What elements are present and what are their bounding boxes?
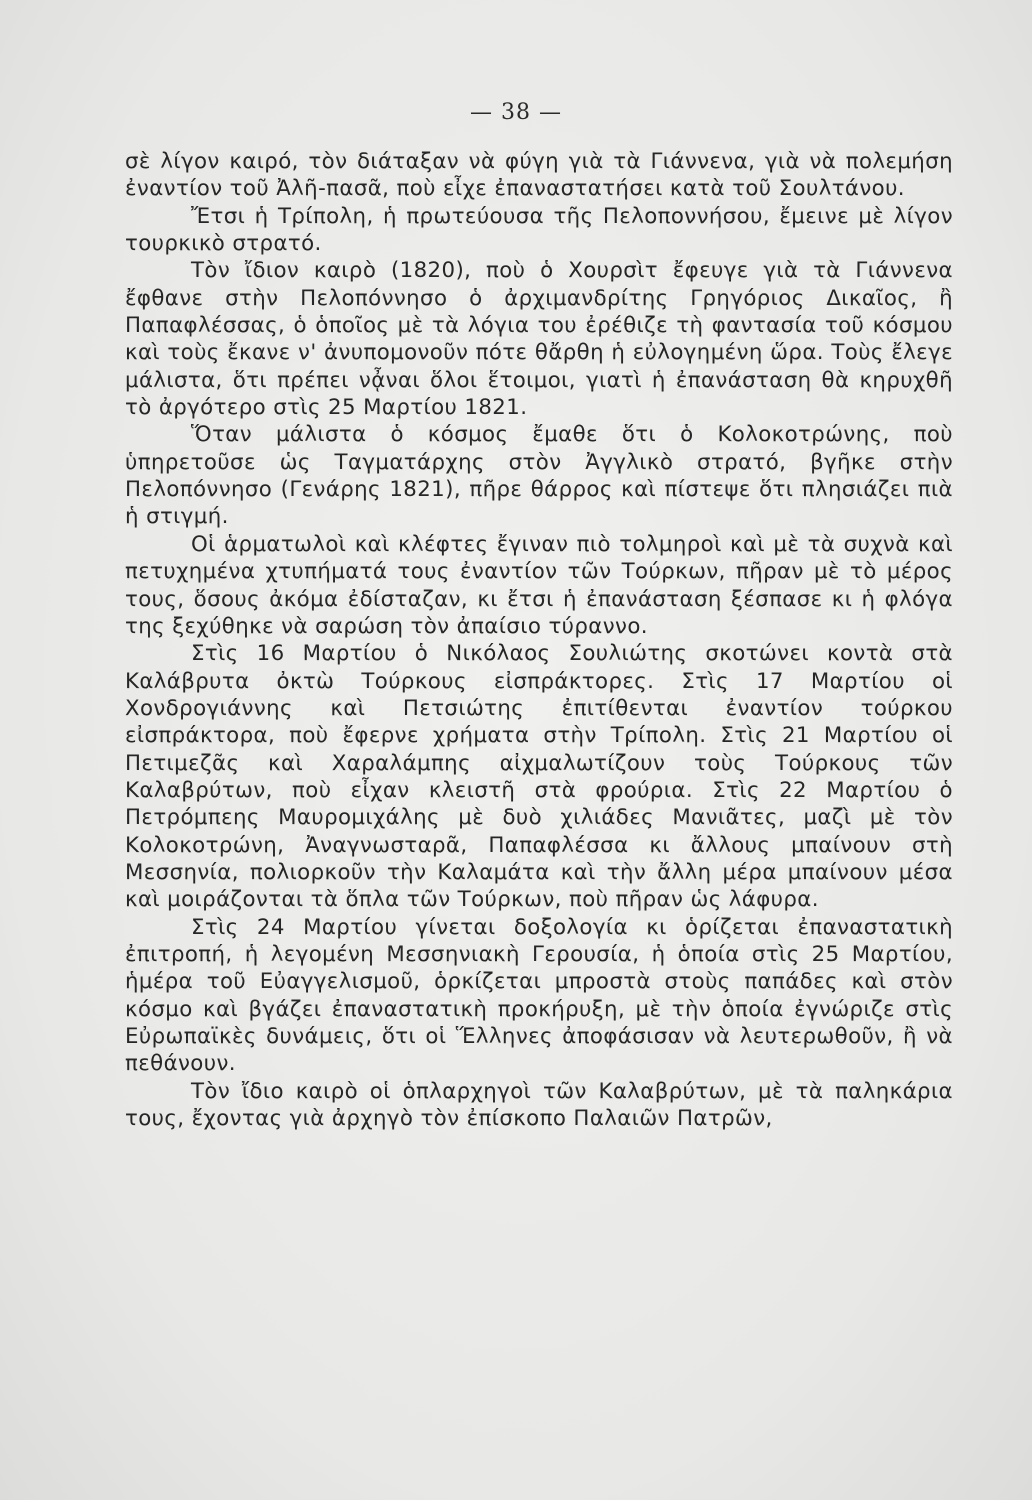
paragraph-1: σὲ λίγον καιρό, τὸν διάταξαν νὰ φύγη γιὰ τὰ Γιάννενα, γιὰ νὰ πολεμήση ἐναντίον τοῦ Ἀλῆ-πασᾶ, ποὺ εἶχε ἐπαναστατήσει κατὰ τοῦ Σουλτάνου.	[125, 149, 953, 202]
paragraph-5: Οἱ ἁρματωλοὶ καὶ κλέφτες ἔγιναν πιὸ τολμηροὶ καὶ μὲ τὰ συχνὰ καὶ πετυχημένα χτυπήματά τους ἐναντίον τῶν Τούρκων, πῆραν μὲ τὸ μέρος τους, ὅσους ἀκόμα ἐδίσταζαν, κι ἔτσι ἡ ἐπανάσταση ξέσπασε κι ἡ φλόγα της ξεχύθηκε νὰ σαρώση τὸν ἀπαίσιο τύραννο.	[125, 531, 953, 639]
page-number: — 38 —	[470, 100, 562, 125]
paragraph-3: Τὸν ἴδιον καιρὸ (1820), ποὺ ὁ Χουρσὶτ ἔφευγε γιὰ τὰ Γιάννενα ἔφθανε στὴν Πελοπόννησο ὁ ἀρχιμανδρίτης Γρηγόριος Δικαῖος, ἢ Παπαφλέσσας, ὁ ὁποῖος μὲ τὰ λόγια του ἐρέθιζε τὴ φαντασία τοῦ κόσμου καὶ τοὺς ἔκανε ν' ἀνυπομονοῦν πότε θἄρθη ἡ εὐλογημένη ὥρα. Τοὺς ἔλεγε μάλιστα, ὅτι πρέπει νᾆναι ὅλοι ἕτοιμοι, γιατὶ ἡ ἐπανάσταση θὰ κηρυχθῆ τὸ ἀργότερο στὶς 25 Μαρτίου 1821.	[125, 258, 953, 421]
paragraph-7: Στὶς 24 Μαρτίου γίνεται δοξολογία κι ὁρίζεται ἐπαναστατικὴ ἐπιτροπή, ἡ λεγομένη Μεσσηνιακὴ Γερουσία, ἡ ὁποία στὶς 25 Μαρτίου, ἡμέρα τοῦ Εὐαγγελισμοῦ, ὁρκίζεται μπροστὰ στοὺς παπάδες καὶ στὸν κόσμο καὶ βγάζει ἐπαναστατικὴ προκήρυξη, μὲ τὴν ὁποία ἐγνώριζε στὶς Εὐρωπαϊκὲς δυνάμεις, ὅτι οἱ Ἕλληνες ἀποφάσισαν νὰ λευτερωθοῦν, ἢ νὰ πεθάνουν.	[125, 914, 953, 1077]
paragraph-8: Τὸν ἴδιο καιρὸ οἱ ὁπλαρχηγοὶ τῶν Καλαβρύτων, μὲ τὰ παληκάρια τους, ἔχοντας γιὰ ἀρχηγὸ τὸν ἐπίσκοπο Παλαιῶν Πατρῶν,	[125, 1078, 953, 1132]
paragraph-4: Ὅταν μάλιστα ὁ κόσμος ἔμαθε ὅτι ὁ Κολοκοτρώνης, ποὺ ὑπηρετοῦσε ὡς Ταγματάρχης στὸν Ἀγγλικὸ στρατό, βγῆκε στὴν Πελοπόννησο (Γενάρης 1821), πῆρε θάρρος καὶ πίστεψε ὅτι πλησιάζει πιὰ ἡ στιγμή.	[125, 422, 953, 530]
paragraph-2: Ἔτσι ἡ Τρίπολη, ἡ πρωτεύουσα τῆς Πελοποννήσου, ἔμεινε μὲ λίγον τουρκικὸ στρατό.	[125, 203, 953, 257]
paragraph-6: Στὶς 16 Μαρτίου ὁ Νικόλαος Σουλιώτης σκοτώνει κοντὰ στὰ Καλάβρυτα ὀκτὼ Τούρκους εἰσπράκτορες. Στὶς 17 Μαρτίου οἱ Χονδρογιάννης καὶ Πετσιώτης ἐπιτίθενται ἐναντίον τούρκου εἰσπράκτορα, ποὺ ἔφερνε χρήματα στὴν Τρίπολη. Στὶς 21 Μαρτίου οἱ Πετιμεζᾶς καὶ Χαραλάμπης αἰχμαλωτίζουν τοὺς Τούρκους τῶν Καλαβρύτων, ποὺ εἶχαν κλειστῆ στὰ φρούρια. Στὶς 22 Μαρτίου ὁ Πετρόμπεης Μαυρομιχάλης μὲ δυὸ χιλιάδες Μανιᾶτες, μαζὶ μὲ τὸν Κολοκοτρώνη, Ἀναγνωσταρᾶ, Παπαφλέσσα κι ἄλλους μπαίνουν στὴ Μεσσηνία, πολιορκοῦν τὴν Καλαμάτα καὶ τὴν ἄλλη μέρα μπαίνουν μέσα καὶ μοιράζονται τὰ ὅπλα τῶν Τούρκων, ποὺ πῆραν ὡς λάφυρα.	[125, 641, 953, 913]
body-text	[125, 148, 953, 1132]
